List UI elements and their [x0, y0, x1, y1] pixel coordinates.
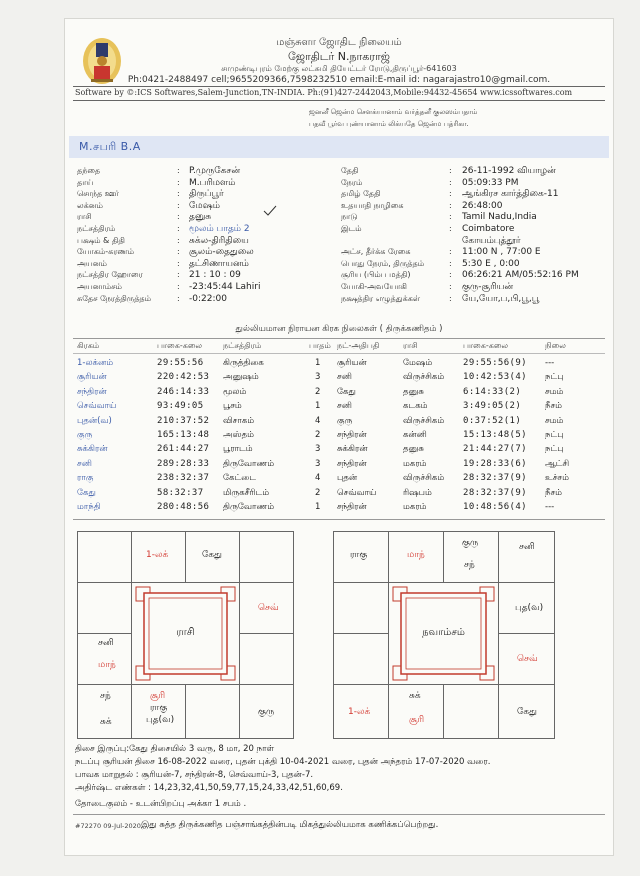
planet-jupiter: குரு: [462, 538, 479, 548]
table-cell: 6:14:33(2): [463, 386, 522, 397]
planet-lagna: 1-லக்: [146, 550, 169, 560]
table-cell: 1: [315, 358, 321, 368]
detail-label: பக்ஷம் & திதி: [77, 235, 125, 245]
table-cell: 28:32:37(9): [463, 473, 528, 484]
detail-label: அட்ச, தீர்க்க ரேகை: [341, 247, 411, 257]
detail-value: -23:45:44 Lahiri: [189, 282, 261, 292]
detail-colon: :: [449, 293, 452, 303]
horoscope-page: [64, 18, 614, 856]
detail-colon: :: [449, 282, 452, 291]
detail-value: 11:00 N , 77:00 E: [462, 247, 541, 258]
detail-value: Tamil Nadu,India: [462, 212, 537, 223]
table-cell: பூராடம்: [223, 444, 253, 455]
table-cell: 10:48:56(4): [463, 502, 528, 512]
navamsa-house-7: [443, 684, 499, 739]
table-cell: விருச்சிகம்: [403, 415, 445, 426]
table-cell: 0:37:52(1): [463, 415, 522, 426]
planet-mars: செவ்: [258, 603, 279, 613]
table-cell: செவ்வாய்: [337, 487, 377, 498]
detail-label: நாடு: [341, 212, 358, 222]
detail-value: 05:09:33 PM: [462, 177, 519, 188]
detail-label: உதயாதி நாழிகை: [341, 200, 404, 210]
astrologer-name: ஜோதிடர் N.நாகராஜ்: [288, 50, 390, 63]
table-cell: சுக்கிரன்: [337, 444, 368, 455]
table-cell: கிருத்திகை: [223, 358, 264, 368]
detail-colon: :: [177, 177, 180, 187]
navamsa-chart-title: நவாம்சம்: [422, 627, 465, 638]
table-cell: சந்திரன்: [77, 386, 107, 397]
divider: [73, 519, 605, 520]
detail-value: மேஷம்: [189, 200, 220, 211]
table-cell: சனி: [337, 372, 352, 383]
table-cell: குரு: [337, 415, 353, 426]
rasi-house-7: [185, 684, 240, 739]
table-cell: புதன்(வ): [77, 415, 112, 426]
table-header-cell: நிலை: [545, 341, 566, 350]
table-cell: மாந்தி: [77, 502, 101, 512]
table-cell: தனுசு: [403, 444, 424, 455]
table-cell: நீசம்: [545, 487, 562, 498]
table-cell: கேது: [77, 487, 96, 498]
table-cell: 93:49:05: [157, 401, 204, 412]
detail-label: பொது நேரம், திருத்தம்: [341, 258, 425, 268]
detail-value: மூலம் பாதம் 2: [189, 224, 250, 234]
planet-rahu: ராகு: [350, 550, 368, 560]
navamsa-house-1: [388, 531, 444, 583]
detail-label: நேரம்: [341, 177, 363, 187]
detail-label: யோகம்-கரணம்: [77, 247, 135, 257]
detail-colon: :: [177, 270, 180, 280]
table-cell: நீசம்: [545, 401, 562, 412]
detail-colon: :: [449, 166, 452, 175]
lucky-numbers: அதிர்ஷ்ட எண்கள் : 14,23,32,41,50,59,77,15,24,33,42,51,60,69.: [75, 783, 343, 793]
planet-mercury: புத(வ): [146, 715, 175, 725]
table-cell: 238:32:37: [157, 473, 210, 484]
table-cell: கேது: [337, 386, 356, 397]
navamsa-house-3: [498, 531, 555, 583]
navamsa-house-4: [498, 582, 555, 634]
table-cell: கன்னி: [403, 430, 427, 440]
table-cell: திருவோணம்: [223, 502, 275, 512]
detail-value: 26-11-1992 வியாழன்: [462, 166, 556, 176]
table-cell: சந்திரன்: [337, 430, 367, 440]
navamsa-house-2: [443, 531, 499, 583]
table-cell: 2: [315, 430, 321, 440]
rasi-house-9: [77, 684, 132, 739]
table-cell: 15:13:48(5): [463, 430, 528, 440]
table-cell: ஆட்சி: [545, 458, 570, 469]
table-cell: திருவோணம்: [223, 458, 275, 469]
detail-colon: :: [177, 282, 180, 291]
table-cell: 58:32:37: [157, 487, 204, 498]
table-cell: கேட்டை: [223, 473, 257, 484]
rasi-house-11: [77, 582, 132, 634]
detail-label: யோகி-அவயோகி: [341, 282, 407, 291]
detail-label: தந்தை: [77, 166, 101, 175]
prayer-line-2: பதவீ பூர்வ புண்யானாம் லிக்யதே ஜென்ம பத்ரிகா.: [309, 120, 469, 128]
detail-colon: :: [177, 293, 180, 303]
detail-value: கோயம்புத்தூர்: [462, 235, 521, 246]
planet-saturn: சனி: [98, 638, 114, 648]
detail-value: தட்சிணாயனம்: [189, 258, 249, 269]
table-cell: செவ்வாய்: [77, 401, 117, 412]
table-cell: கடகம்: [403, 401, 428, 412]
planet-mars: செவ்: [517, 654, 538, 664]
table-cell: 2: [315, 487, 321, 498]
detail-value: ஆங்கிரச கார்த்திகை-11: [462, 189, 559, 200]
tick-mark-icon: [263, 205, 277, 217]
navamsa-centre: [388, 582, 499, 685]
table-cell: 3: [315, 372, 321, 383]
rasi-house-12: [77, 531, 132, 583]
prayer-verse: [309, 106, 477, 130]
contact: Ph:0421-2488497 cell;9655209366,7598232510 email:E-mail id: nagarajastro10@gmail.com.: [127, 75, 551, 85]
navamsa-chart: [333, 531, 555, 739]
table-cell: 1: [315, 401, 321, 412]
detail-value: Coimbatore: [462, 224, 515, 234]
table-cell: சூரியன்: [337, 358, 367, 368]
table-cell: தனுசு: [403, 386, 424, 397]
table-cell: சமம்: [545, 415, 564, 426]
planet-venus: சுக்: [100, 717, 112, 727]
planet-mandi: மாந்: [407, 550, 425, 560]
detail-value: குரு-சூரியன்: [462, 282, 514, 292]
table-header-cell: ராசி: [403, 341, 418, 350]
rasi-house-2: [185, 531, 240, 583]
detail-colon: :: [177, 166, 180, 175]
table-cell: 4: [315, 415, 321, 426]
table-cell: 3: [315, 458, 321, 469]
rasi-house-5: [239, 633, 294, 685]
table-cell: புதன்: [337, 473, 358, 484]
prayer-line-1: ஜனனீ ஜென்ம சௌக்யானாம் வர்த்தனீ குலஸம்பதாம்: [309, 108, 478, 116]
table-cell: சூரியன்: [77, 372, 107, 383]
rasi-house-10: [77, 633, 132, 685]
software-credit: Software by ©:ICS Softwares,Salem-Junction,TN-INDIA. Ph:(91)427-2442043,Mobile:94432-45654 www.icssoftwares.com: [75, 88, 573, 97]
table-cell: 1-லக்னம்: [77, 358, 114, 368]
table-cell: சந்திரன்: [337, 502, 367, 512]
table-cell: 280:48:56: [157, 502, 210, 512]
table-cell: பூசம்: [223, 401, 242, 412]
table-cell: 165:13:48: [157, 430, 210, 440]
detail-colon: :: [177, 224, 180, 233]
footer-info: [75, 743, 605, 811]
table-cell: விருச்சிகம்: [403, 473, 445, 484]
detail-colon: :: [177, 258, 180, 268]
table-cell: சனி: [77, 458, 92, 469]
table-cell: சந்திரன்: [337, 458, 367, 469]
table-cell: ---: [545, 358, 555, 368]
detail-label: அயனாம்சம்: [77, 282, 122, 291]
table-cell: நட்பு: [545, 372, 564, 383]
detail-colon: :: [449, 224, 452, 233]
navamsa-house-5: [498, 633, 555, 685]
table-header-cell: பாதம்: [309, 341, 331, 350]
table-cell: சனி: [337, 401, 352, 412]
native-name: M.சபரி B.A: [79, 140, 141, 153]
planet-ketu: கேது: [517, 707, 537, 717]
detail-colon: :: [449, 212, 452, 222]
detail-colon: :: [449, 258, 452, 268]
table-cell: மேஷம்: [403, 358, 433, 368]
detail-colon: :: [177, 189, 180, 199]
navamsa-house-9: [333, 684, 389, 739]
table-cell: 1: [315, 502, 321, 512]
table-cell: மிருகசீரிடம்: [223, 487, 270, 498]
planet-moon: சந்: [100, 691, 111, 701]
family-note: தோடைகுலம் - உடன்பிறப்பு அக்கா 1 சபம் .: [75, 799, 247, 809]
divider: [73, 86, 605, 87]
detail-value: -0:22:00: [189, 293, 227, 304]
rasi-house-6: [239, 684, 294, 739]
table-cell: 210:37:52: [157, 415, 210, 426]
table-cell: சமம்: [545, 386, 564, 397]
detail-label: லக்னம்: [77, 200, 103, 210]
planet-sun: சூரி: [150, 691, 166, 701]
detail-colon: :: [177, 212, 180, 222]
planet-mandi: மாந்: [98, 660, 116, 670]
table-cell: மகரம்: [403, 458, 427, 469]
table-cell: ---: [545, 502, 555, 512]
planet-jupiter: குரு: [258, 707, 275, 717]
detail-label: சுதேச நேரத்திருத்தம்: [77, 293, 152, 303]
detail-colon: :: [449, 189, 452, 199]
navamsa-house-11: [333, 582, 389, 634]
planet-ketu: கேது: [202, 550, 222, 560]
divider: [73, 100, 605, 101]
detail-value: M.பரிமளம்: [189, 177, 236, 188]
table-cell: 19:28:33(6): [463, 458, 528, 469]
detail-label: தமிழ் தேதி: [341, 189, 381, 199]
divider: [73, 814, 605, 815]
planet-sun: சூரி: [409, 715, 425, 725]
record-id: #72270 09-Jul-2020: [75, 822, 141, 830]
table-cell: 246:14:33: [157, 386, 210, 397]
table-header-cell: நட்சத்திரம்: [223, 341, 262, 350]
current-dasa: நடப்பு சூரியன் திசை 16-08-2022 வரை, புதன் புக்தி 10-04-2021 வரை, புதன் அந்தரம் 17-07-2020 வரை.: [75, 757, 491, 767]
navamsa-house-10: [333, 633, 389, 685]
navamsa-house-6: [498, 684, 555, 739]
table-header-cell: நட்-அதிபதி: [337, 341, 380, 350]
detail-value: சூலம்-தைதுலை: [189, 247, 254, 258]
table-cell: 3: [315, 444, 321, 455]
table-cell: 10:42:53(4): [463, 372, 528, 383]
table-cell: 29:55:56(9): [463, 358, 528, 368]
rasi-centre: [131, 582, 240, 685]
table-cell: ராகு: [77, 473, 94, 484]
detail-value: 21 : 10 : 09: [189, 270, 241, 281]
detail-label: நட்சத்திரம்: [77, 224, 116, 233]
table-header-cell: பாகை-கலை: [463, 341, 509, 350]
detail-colon: :: [449, 177, 452, 187]
detail-label: தேதி: [341, 166, 359, 175]
rasi-chart: [77, 531, 294, 739]
detail-label: ராசி: [77, 212, 92, 222]
rasi-house-3: [239, 531, 294, 583]
navamsa-house-12: [333, 531, 389, 583]
detail-value: தனுசு: [189, 212, 212, 223]
rasi-house-1: [131, 531, 186, 583]
detail-value: 26:48:00: [462, 200, 503, 211]
detail-label: அயனம்: [77, 258, 107, 268]
table-cell: 289:28:33: [157, 458, 210, 469]
planet-saturn: சனி: [519, 542, 535, 552]
detail-label: நக்ஷத்திர எழுத்துக்கள்: [341, 293, 421, 303]
table-cell: 220:42:53: [157, 372, 210, 383]
table-cell: 3:49:05(2): [463, 401, 522, 412]
name-bar: [69, 136, 609, 158]
detail-value: P.முருகேசன்: [189, 166, 241, 176]
detail-value: யே,யோ,ப,பி,பூ,பூ: [462, 293, 540, 304]
table-cell: ரிஷபம்: [403, 487, 432, 498]
detail-value: 5:30 E , 0:00: [462, 258, 520, 269]
table-cell: விசாகம்: [223, 415, 255, 426]
planet-rahu: ராகு: [150, 703, 168, 713]
table-cell: 28:32:37(9): [463, 487, 528, 498]
bhava-change: பாவக மாறுதல் : சூரியன்-7, சந்திரன்-8, செவ்வாய்-3, புதன்-7.: [75, 770, 314, 780]
detail-colon: :: [449, 247, 452, 257]
navamsa-house-8: [388, 684, 444, 739]
detail-colon: :: [449, 270, 452, 280]
centre-name: மஞ்சுளா ஜோதிட நிலையம்: [276, 37, 402, 48]
rasi-house-8: [131, 684, 186, 739]
detail-label: சொந்த ஊர்: [77, 189, 119, 199]
detail-label: நட்சத்திர ஹோரை: [77, 270, 143, 280]
detail-label: தாய்: [77, 177, 94, 187]
address: சாமுண்டிபுரம் மேற்கு லட்சுமி தியேட்டர் ரோடு,திருப்பூர்-641603: [221, 64, 457, 73]
table-cell: விருச்சிகம்: [403, 372, 445, 383]
table-cell: சுக்கிரன்: [77, 444, 108, 455]
detail-colon: :: [449, 200, 452, 210]
detail-colon: :: [177, 235, 180, 245]
table-cell: 261:44:27: [157, 444, 210, 455]
detail-value: 06:26:21 AM/05:52:16 PM: [462, 270, 579, 281]
divider: [73, 353, 605, 354]
detail-label: இடம்: [341, 224, 362, 233]
planet-venus: சுக்: [409, 691, 421, 701]
divider: [73, 338, 605, 339]
planet-moon: சந்: [464, 560, 475, 570]
table-header-cell: பாகை-கலை: [157, 341, 203, 350]
table-cell: உச்சம்: [545, 473, 569, 484]
table-cell: அஸ்தம்: [223, 430, 254, 440]
table-cell: 4: [315, 473, 321, 484]
detail-label: சூரிய (பிம்ப மத்தி): [341, 270, 411, 280]
table-cell: 2: [315, 386, 321, 397]
table-cell: நட்பு: [545, 430, 564, 440]
detail-value: சுக்ல-திரிதியை: [189, 235, 249, 246]
table-cell: 21:44:27(7): [463, 444, 528, 455]
detail-value: திருப்பூர்: [189, 189, 224, 200]
table-cell: 29:55:56: [157, 358, 204, 368]
planet-mercury: புத(வ): [515, 603, 544, 613]
dasa-balance: திசை இருப்பு:கேது திசையில் 3 வரு, 8 மா, 20 நாள்: [75, 744, 275, 754]
table-cell: நட்பு: [545, 444, 564, 455]
table-header-cell: கிரகம்: [77, 341, 100, 350]
table-cell: குரு: [77, 430, 93, 440]
detail-colon: :: [177, 247, 180, 257]
table-cell: அனுஷம்: [223, 372, 259, 383]
detail-colon: :: [177, 200, 180, 210]
table-cell: மகரம்: [403, 502, 427, 512]
rasi-chart-title: ராசி: [176, 627, 195, 638]
accuracy-note: இது சுத்த திருக்கணித பஞ்சாங்கத்தின்படி மிகத்துல்லியமாக கணிக்கப்பெற்றது.: [141, 820, 439, 830]
planet-lagna: 1-லக்: [348, 707, 371, 717]
table-title: துல்லியமான நிராயன கிரக நிலைகள் ( திருக்கணிதம் ): [235, 324, 443, 334]
table-cell: மூலம்: [223, 386, 247, 397]
rasi-house-4: [239, 582, 294, 634]
